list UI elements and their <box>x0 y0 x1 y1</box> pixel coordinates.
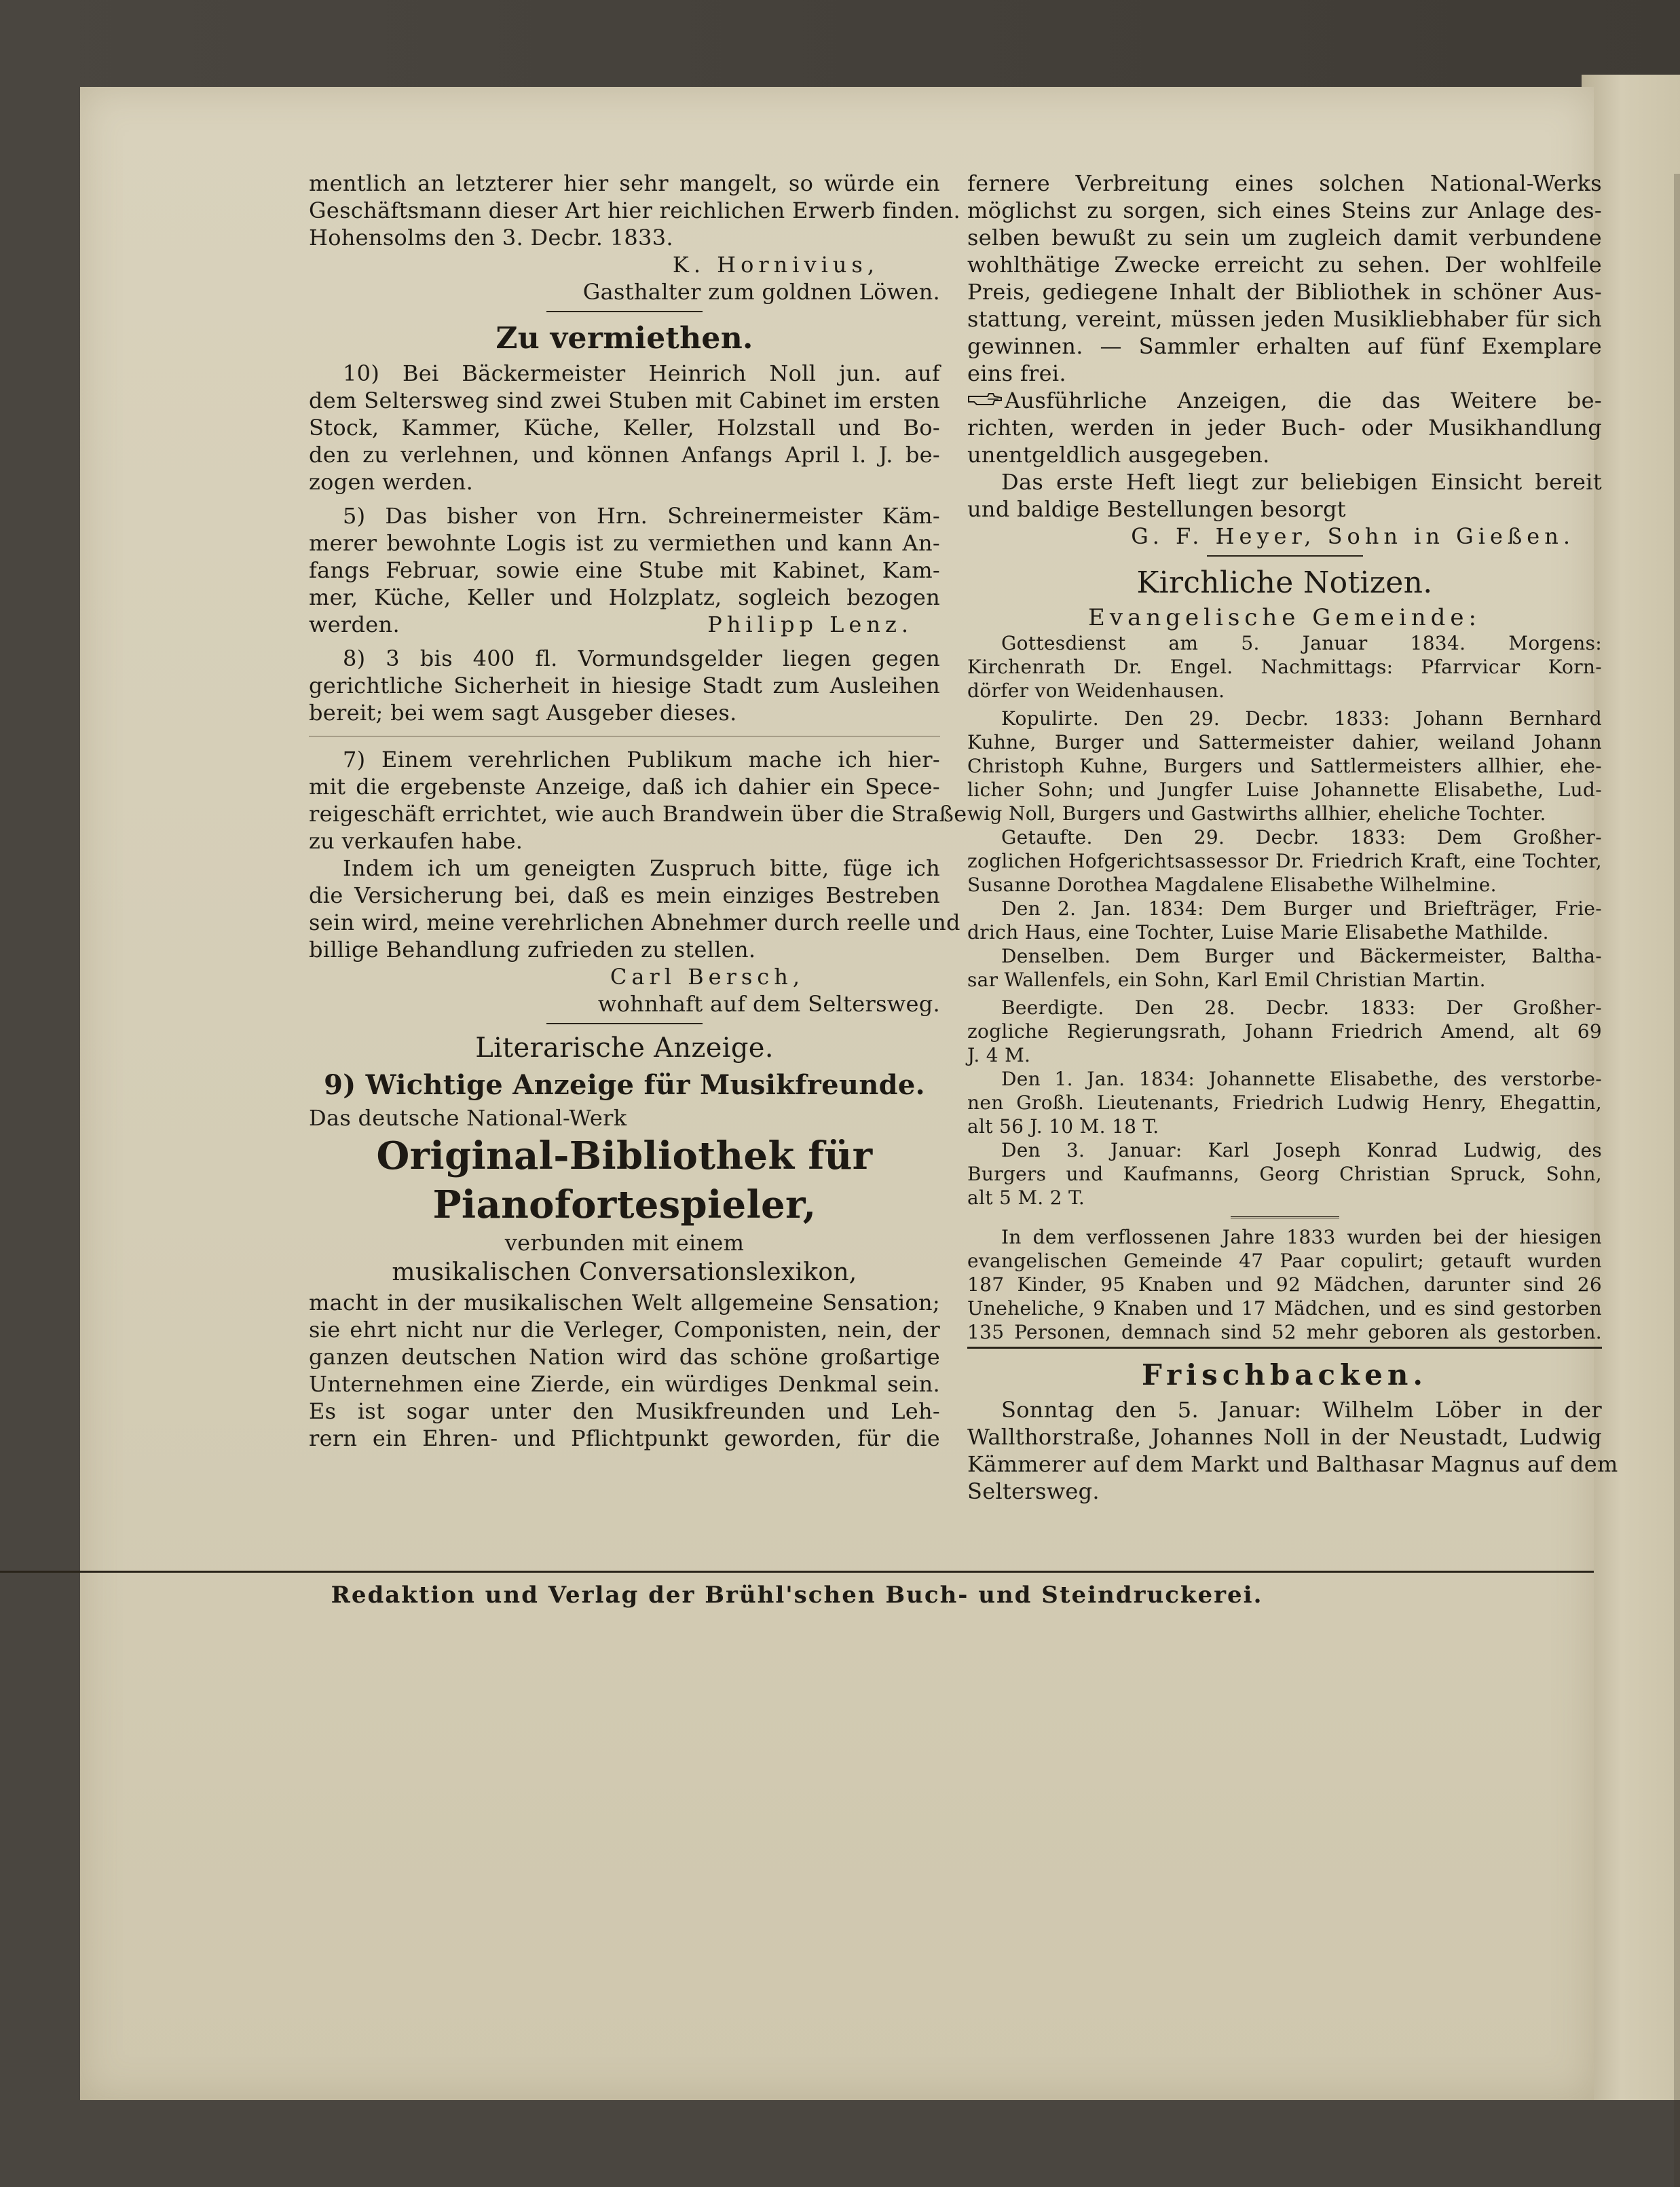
section-rule <box>546 1023 703 1024</box>
church-line: sar Wallenfels, ein Sohn, Karl Emil Christian Martin. <box>967 969 1486 991</box>
church-line: Kirchenrath Dr. Engel. Nachmittags: Pfarrvicar Korn- <box>967 656 1602 678</box>
ad-5-signature: Philipp Lenz. <box>707 612 913 637</box>
statistics-line: In dem verflossenen Jahre 1833 wurden bei der hiesigen <box>1001 1226 1602 1248</box>
left-column <box>309 170 967 1452</box>
section-heading-literary: Literarische Anzeige. <box>475 1032 774 1064</box>
footer-rule <box>0 1571 1594 1573</box>
church-line: Getaufte. Den 29. Decbr. 1833: Dem Großher- <box>1001 826 1602 848</box>
church-line: Kuhne, Burger und Sattermeister dahier, weiland Johann <box>967 731 1602 753</box>
church-line: Beerdigte. Den 28. Decbr. 1833: Der Großher- <box>1001 996 1602 1019</box>
signature-title: Gasthalter zum goldnen Löwen. <box>582 279 940 305</box>
statistics-line: 135 Personen, demnach sind 52 mehr geboren als gestorben. <box>967 1321 1602 1343</box>
ad-9-continued: möglichst zu sorgen, sich eines Steins zur Anlage des- <box>967 198 1602 223</box>
baking-line: Sonntag den 5. Januar: Wilhelm Löber in der <box>1001 1397 1602 1423</box>
ad-9-intro: Das deutsche National-Werk <box>309 1105 627 1131</box>
ad-9-continued: gewinnen. — Sammler erhalten auf fünf Exemplare <box>967 333 1602 359</box>
ad-7-line: sein wird, meine verehrlichen Abnehmer durch reelle und <box>309 910 960 935</box>
statistics-line: 187 Kinder, 95 Knaben und 92 Mädchen, darunter sind 26 <box>967 1273 1602 1296</box>
ad-10-line: dem Seltersweg sind zwei Stuben mit Cabinet im ersten <box>309 388 940 413</box>
ad-7-line: reigeschäft errichtet, wie auch Brandwein über die Straße <box>309 801 967 827</box>
ad-9-continued: eins frei. <box>967 360 1066 386</box>
church-line: wig Noll, Burgers und Gastwirths allhier, eheliche Tochter. <box>967 802 1546 825</box>
church-line: alt 56 J. 10 M. 18 T. <box>967 1115 1159 1138</box>
ad-9-continued: unentgeldlich ausgegeben. <box>967 442 1270 468</box>
ad-9-subtitle: verbunden mit einem <box>504 1230 745 1256</box>
ad-9-line: Unternehmen eine Zierde, ein würdiges Denkmal sein. <box>309 1371 940 1397</box>
ad-7-line: mit die ergebenste Anzeige, daß ich dahier ein Spece- <box>309 774 940 800</box>
ad-7-line: Indem ich um geneigten Zuspruch bitte, füge ich <box>343 855 940 881</box>
ad-9-title: Original-Bibliothek für <box>376 1134 873 1178</box>
ad-8-line: 8) 3 bis 400 fl. Vormundsgelder liegen gegen <box>343 646 940 671</box>
church-line: licher Sohn; und Jungfer Luise Johannette Elisabethe, Lud- <box>967 779 1602 801</box>
ad-9-continued: Preis, gediegene Inhalt der Bibliothek in schöner Aus- <box>967 279 1602 305</box>
church-line: drich Haus, eine Tochter, Luise Marie Elisabethe Mathilde. <box>967 921 1549 943</box>
church-line: Susanne Dorothea Magdalene Elisabethe Wilhelmine. <box>967 874 1497 896</box>
ad-5-closing <box>309 611 940 638</box>
church-line: J. 4 M. <box>967 1044 1031 1066</box>
ad-9-heading: 9) Wichtige Anzeige für Musikfreunde. <box>324 1069 925 1101</box>
ad-10-line: Stock, Kammer, Küche, Keller, Holzstall und Bo- <box>309 415 940 441</box>
baking-line: Kämmerer auf dem Markt und Balthasar Magnus auf dem <box>967 1451 1618 1477</box>
ad-7-signature: Carl Bersch, <box>610 964 804 990</box>
section-heading-church: Kirchliche Notizen. <box>1136 565 1433 600</box>
text-line: Geschäftsmann dieser Art hier reichlichen Erwerb finden. <box>309 198 960 223</box>
right-column <box>967 170 1618 1505</box>
ad-5-line: merer bewohnte Logis ist zu vermiethen und kann An- <box>309 530 940 556</box>
ad-9-continued: wohlthätige Zwecke erreicht zu sehen. Der wohlfeile <box>967 252 1602 278</box>
ad-10-line: zogen werden. <box>309 469 474 495</box>
ad-9-signature: G. F. Heyer, Sohn in Gießen. <box>1131 523 1575 549</box>
ad-10-line: 10) Bei Bäckermeister Heinrich Noll jun. auf <box>343 360 940 386</box>
ad-7-line: zu verkaufen habe. <box>309 828 523 854</box>
text-line: mentlich an letzterer hier sehr mangelt, so würde ein <box>309 170 940 196</box>
ad-5-line: werden. <box>309 612 400 637</box>
ad-9-line: macht in der musikalischen Welt allgemeine Sensation; <box>309 1290 940 1315</box>
church-line: alt 5 M. 2 T. <box>967 1186 1085 1209</box>
dateline: Hohensolms den 3. Decbr. 1833. <box>309 225 673 250</box>
ad-7-line: 7) Einem verehrlichen Publikum mache ich hier- <box>343 747 940 772</box>
ad-9-continued: richten, werden in jeder Buch- oder Musikhandlung <box>967 415 1602 441</box>
pointing-hand-icon <box>967 387 1005 414</box>
church-line: Burgers und Kaufmanns, Georg Christian Spruck, Sohn, <box>967 1163 1602 1185</box>
ad-5-line: fangs Februar, sowie eine Stube mit Kabinet, Kam- <box>309 557 940 583</box>
section-heading-rentals: Zu vermiethen. <box>496 321 753 356</box>
ad-8-line: gerichtliche Sicherheit in hiesige Stadt zum Ausleihen <box>309 673 940 698</box>
ad-9-line: rern ein Ehren- und Pflichtpunkt geworden, für die <box>309 1425 940 1451</box>
section-rule <box>1231 1216 1339 1218</box>
church-line: Christoph Kuhne, Burgers und Sattlermeisters allhier, ehe- <box>967 755 1602 777</box>
ad-7-line: die Versicherung bei, daß es mein einziges Bestreben <box>309 882 940 908</box>
signature: K. Hornivius, <box>672 252 879 278</box>
ad-9-line: Es ist sogar unter den Musikfreunden und Leh- <box>309 1398 940 1424</box>
section-rule <box>1207 555 1363 557</box>
ad-7-line: billige Behandlung zufrieden zu stellen. <box>309 937 756 962</box>
statistics-line: Uneheliche, 9 Knaben und 17 Mädchen, und es sind gestorben <box>967 1297 1602 1320</box>
ad-9-continued: fernere Verbreitung eines solchen National-Werks <box>967 170 1602 196</box>
ad-9-line: ganzen deutschen Nation wird das schöne großartige <box>309 1344 940 1370</box>
church-line: dörfer von Weidenhausen. <box>967 679 1225 702</box>
ad-9-continued: Das erste Heft liegt zur beliebigen Einsicht bereit <box>1001 469 1602 495</box>
ad-10-line: den zu verlehnen, und können Anfangs April l. J. be- <box>309 442 940 468</box>
church-line: Denselben. Dem Burger und Bäckermeister, Baltha- <box>1001 945 1602 967</box>
church-line: Den 1. Jan. 1834: Johannette Elisabethe, des verstorbe- <box>1001 1068 1602 1090</box>
church-line: zogliche Regierungsrath, Johann Friedrich Amend, alt 69 <box>967 1020 1602 1043</box>
binding-shadow <box>1674 174 1680 2187</box>
statistics-line: evangelischen Gemeinde 47 Paar copulirt; getauft wurden <box>967 1250 1602 1272</box>
section-rule <box>546 311 703 312</box>
ad-9-notice <box>967 387 1602 414</box>
church-line: Gottesdienst am 5. Januar 1834. Morgens: <box>1001 632 1602 654</box>
ad-9-continued: Ausführliche Anzeigen, die das Weitere be- <box>1005 388 1602 413</box>
ad-9-continued: und baldige Bestellungen besorgt <box>967 496 1346 522</box>
baking-line: Wallthorstraße, Johannes Noll in der Neustadt, Ludwig <box>967 1424 1602 1450</box>
ad-9-line: sie ehrt nicht nur die Verleger, Componisten, nein, der <box>309 1317 940 1343</box>
church-line: Kopulirte. Den 29. Decbr. 1833: Johann Bernhard <box>1001 707 1602 730</box>
ad-5-line: mer, Küche, Keller und Holzplatz, sogleich bezogen <box>309 584 940 610</box>
ad-7-address: wohnhaft auf dem Seltersweg. <box>597 991 940 1017</box>
church-line: zoglichen Hofgerichtsassessor Dr. Friedrich Kraft, eine Tochter, <box>967 850 1602 872</box>
church-line: nen Großh. Lieutenants, Friedrich Ludwig Henry, Ehegattin, <box>967 1091 1602 1114</box>
ad-9-subtitle: musikalischen Conversationslexikon, <box>392 1258 857 1286</box>
ad-9-continued: stattung, vereint, müssen jeden Musikliebhaber für sich <box>967 306 1602 332</box>
ad-9-continued: selben bewußt zu sein um zugleich damit verbundene <box>967 225 1602 250</box>
imprint: Redaktion und Verlag der Brühl'schen Buch- und Steindruckerei. <box>331 1582 1263 1609</box>
ad-9-title: Pianofortespieler, <box>432 1182 817 1227</box>
ad-8-line: bereit; bei wem sagt Ausgeber dieses. <box>309 700 737 726</box>
ad-5-line: 5) Das bisher von Hrn. Schreinermeister Käm- <box>343 503 940 529</box>
church-line: Den 2. Jan. 1834: Dem Burger und Briefträger, Frie- <box>1001 897 1602 920</box>
church-line: Den 3. Januar: Karl Joseph Konrad Ludwig, des <box>1001 1139 1602 1161</box>
church-subheading: Evangelische Gemeinde: <box>1088 604 1481 631</box>
section-heading-baking: Frischbacken. <box>1141 1358 1428 1391</box>
section-rule <box>967 1347 1602 1349</box>
baking-line: Seltersweg. <box>967 1478 1100 1504</box>
